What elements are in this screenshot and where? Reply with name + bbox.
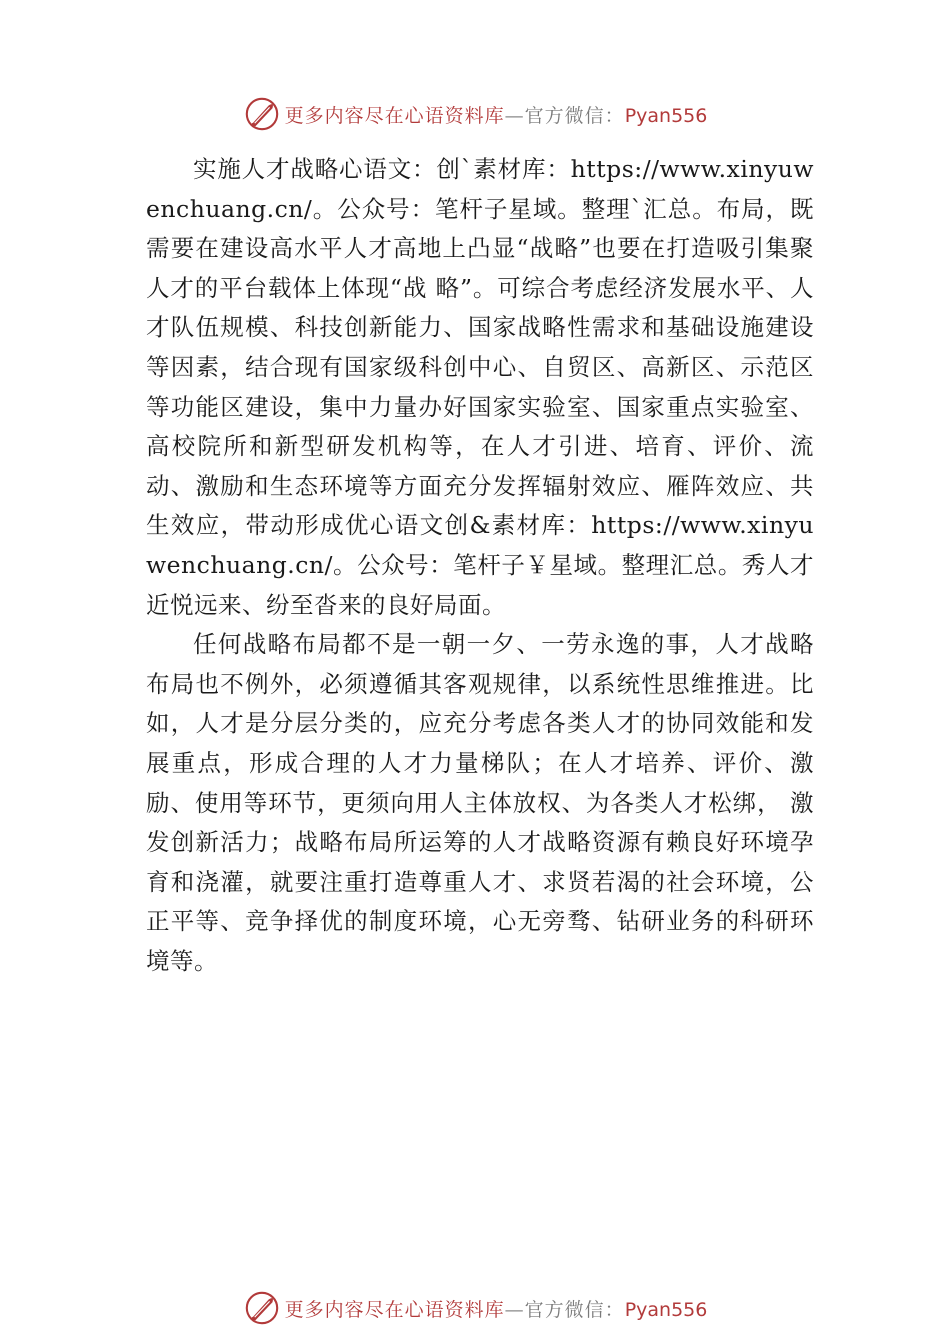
banner-slogan: 更多内容尽在心语资料库 [284, 1298, 505, 1321]
footer-banner [0, 1288, 950, 1328]
paragraph-1: 实施人才战略心语文：创`素材库：https://www.xinyuwenchuang.cn/。公众号：笔杆子星域。整理`汇总。布局，既需要在建设高水平人才高地上凸显“战略”也要在打造吸引集聚人才的平台载体上体现“战 略”。可综合考虑经济发展水平、人才队伍规模、科技创新能力、国家战略性需求和基础设施建设等因素，结合现有国家级科创中心、自贸区、高新区、示范区等功能区建设，集中力量办好国家实验室、国家重点实验室、高校院所和新型研发机构等，在人才引进、培育、评价、流动、激励和生态环境等方面充分发挥辐射效应、雁阵效应、共生效应，带动形成优心语文创&素材库：https://www.xinyuwenchuang.cn/。公众号：笔杆子￥星域。整理汇总。秀人才近悦远来、纷至沓来的良好局面。 [146, 155, 814, 619]
quill-pen-logo-icon [243, 1289, 281, 1327]
header-banner [0, 94, 950, 134]
banner-wechat-label: 官方微信： [524, 1298, 625, 1321]
document-body [146, 150, 814, 981]
banner-separator: — [504, 1298, 525, 1321]
header-banner-text [285, 101, 708, 128]
footer-banner-text [285, 1295, 708, 1322]
paragraph-2: 任何战略布局都不是一朝一夕、一劳永逸的事，人才战略布局也不例外，必须遵循其客观规律，以系统性思维推进。比如，人才是分层分类的，应充分考虑各类人才的协同效能和发展重点，形成合理的人才力量梯队；在人才培养、评价、激励、使用等环节，更须向用人主体放权、为各类人才松绑， 激发创新活力；战略布局所运筹的人才战略资源有赖良好环境孕育和浇灌，就要注重打造尊重人才、求贤若渴的社会环境，公正平等、竞争择优的制度环境，心无旁骛、钻研业务的科研环境等。 [146, 630, 814, 975]
banner-separator: — [504, 104, 525, 127]
quill-pen-logo-icon [243, 95, 281, 133]
banner-wechat-id: Pyan556 [624, 104, 708, 127]
banner-slogan: 更多内容尽在心语资料库 [284, 104, 505, 127]
banner-wechat-id: Pyan556 [624, 1298, 708, 1321]
banner-wechat-label: 官方微信： [524, 104, 625, 127]
